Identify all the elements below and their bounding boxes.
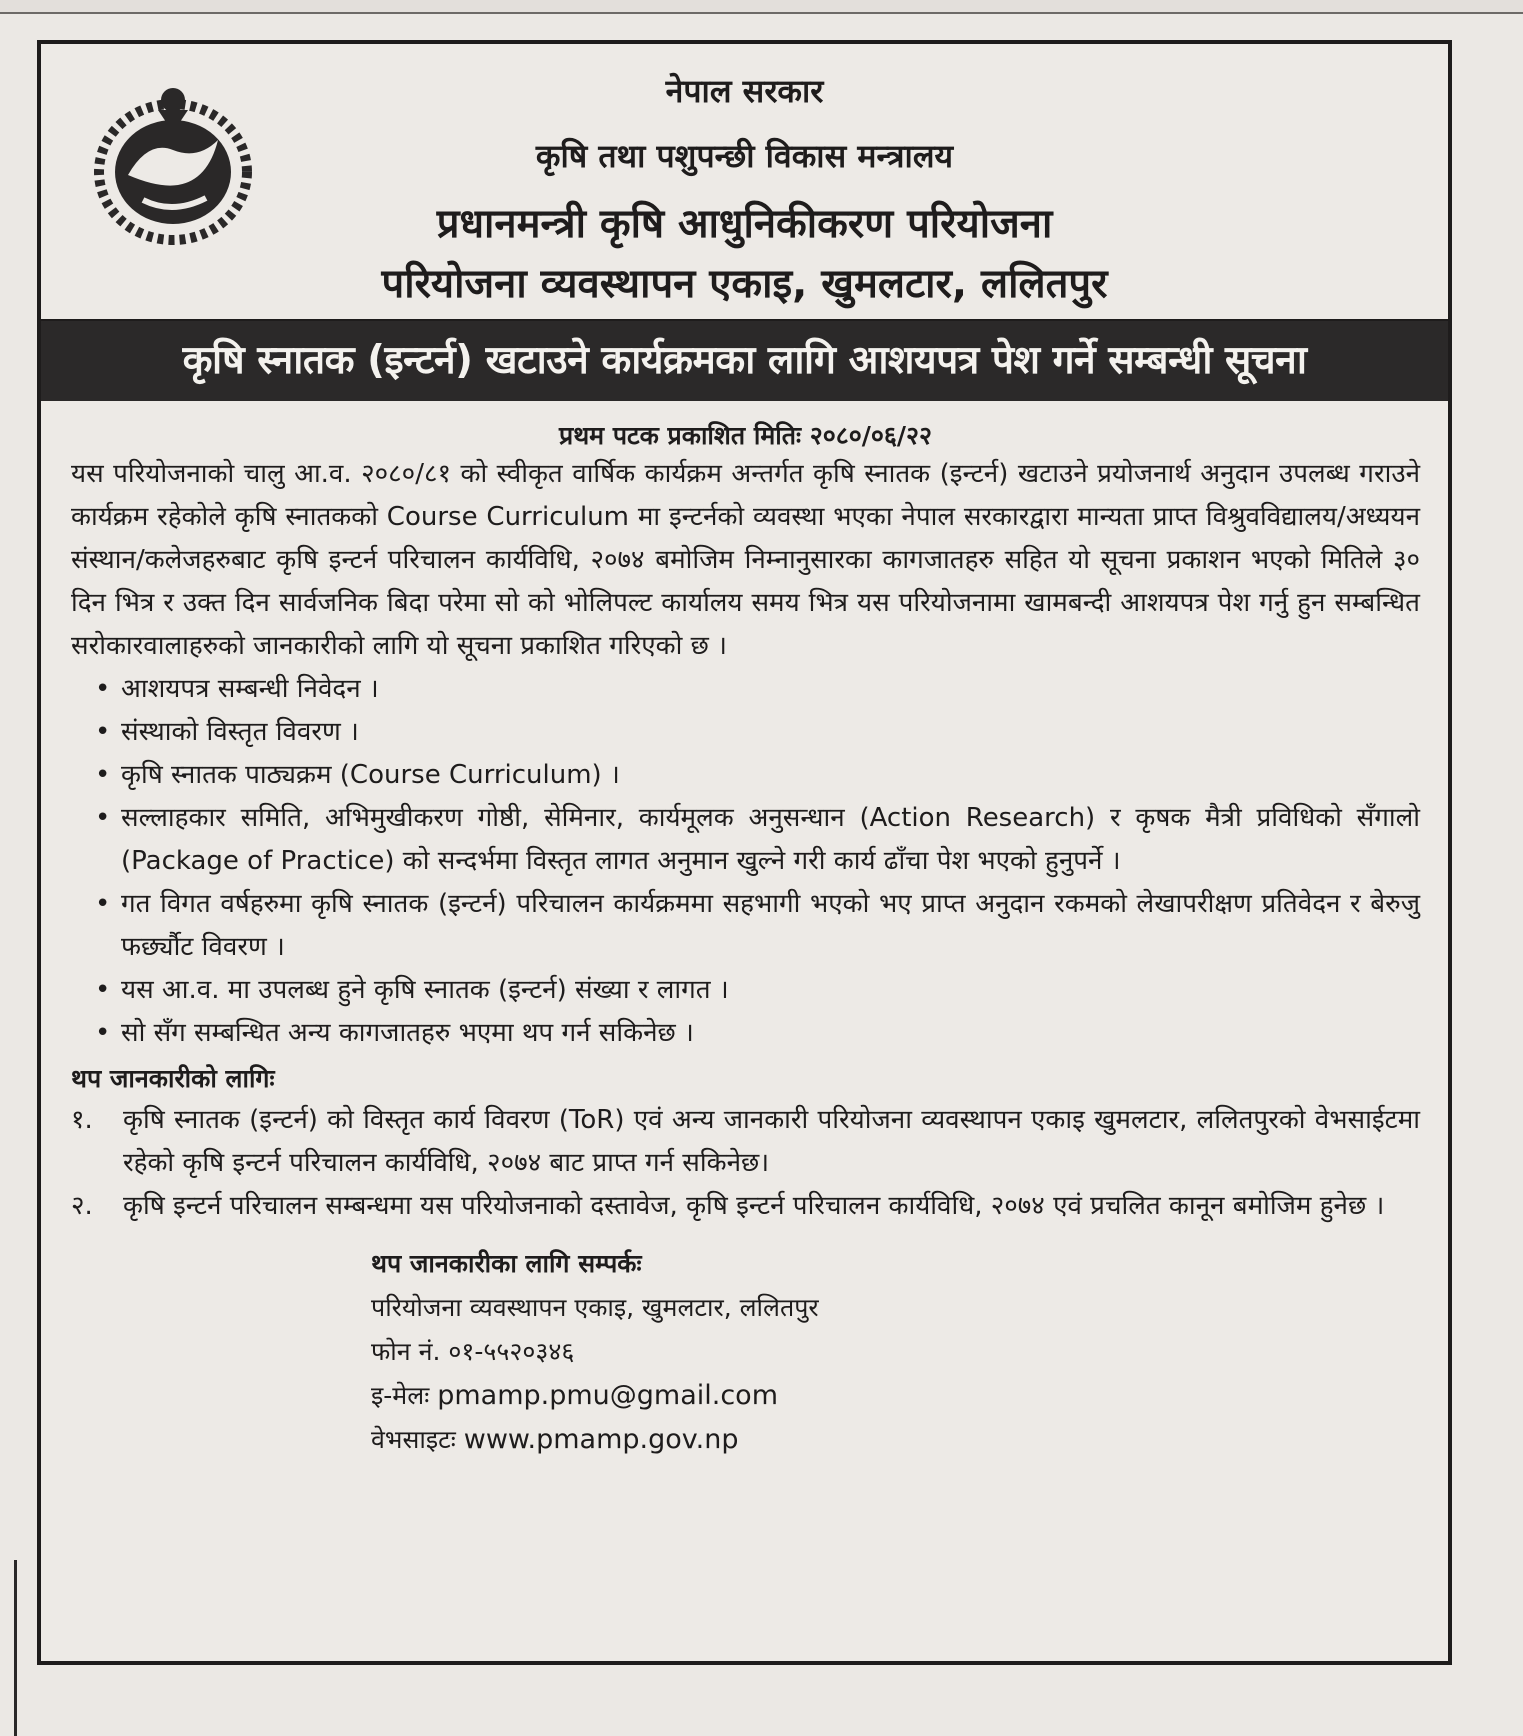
bullet-icon: • <box>95 717 111 747</box>
list-item-text: सल्लाहकार समिति, अभिमुखीकरण गोष्ठी, सेमिनार, कार्यमूलक अनुसन्धान (Action Research) र कृषक मैत्री प्रविधिको सँगालो (Package of Practice) को सन्दर्भमा विस्तृत लागत अनुमान खुल्ने गरी कार्य ढाँचा पेश भएको हुनुपर्ने । <box>121 803 1420 876</box>
list-item <box>71 1185 1420 1228</box>
office-name: परियोजना व्यवस्थापन एकाइ, खुमलटार, ललितपुर <box>381 261 1108 307</box>
more-info-list <box>71 1099 1420 1228</box>
bullet-icon: • <box>95 975 111 1005</box>
contact-email-line <box>371 1374 1420 1418</box>
email-link[interactable]: pmamp.pmu@gmail.com <box>437 1380 778 1411</box>
contact-title: थप जानकारीका लागि सम्पर्कः <box>371 1249 642 1278</box>
list-item-text: गत विगत वर्षहरुमा कृषि स्नातक (इन्टर्न) परिचालन कार्यक्रममा सहभागी भएको भए प्राप्त अनुदान रकमको लेखापरीक्षण प्रतिवेदन र बेरुजु फर्छ्यौट विवरण । <box>121 889 1420 962</box>
contact-office: परियोजना व्यवस्थापन एकाइ, खुमलटार, ललितपुर <box>371 1293 819 1322</box>
item-number: २. <box>71 1191 93 1221</box>
email-label: इ-मेलः <box>371 1381 430 1410</box>
contact-phone-line <box>371 1330 1420 1374</box>
list-item <box>81 883 1420 969</box>
list-item-text: सो सँग सम्बन्धित अन्य कागजातहरु भएमा थप गर्न सकिनेछ । <box>121 1018 694 1048</box>
contact-block <box>371 1242 1420 1462</box>
list-item <box>81 754 1420 797</box>
bullet-icon: • <box>95 1018 111 1048</box>
list-item-text: यस आ.व. मा उपलब्ध हुने कृषि स्नातक (इन्टर्न) संख्या र लागत । <box>121 975 729 1005</box>
contact-website-line <box>371 1418 1420 1462</box>
bullet-icon: • <box>95 674 111 704</box>
notice-body <box>41 419 1448 1462</box>
public-notice <box>37 40 1452 1665</box>
newspaper-left-edge <box>0 1560 17 1736</box>
website-link[interactable]: www.pmamp.gov.np <box>463 1424 739 1455</box>
ministry-name: कृषि तथा पशुपन्छी विकास मन्त्रालय <box>535 137 954 175</box>
website-label: वेभसाइटः <box>371 1425 456 1454</box>
project-name: प्रधानमन्त्री कृषि आधुनिकीकरण परियोजना <box>436 201 1053 247</box>
phone-label: फोन नं. <box>371 1337 441 1366</box>
list-item <box>81 668 1420 711</box>
newspaper-top-edge <box>0 0 1523 14</box>
list-item <box>81 797 1420 883</box>
notice-title-banner: कृषि स्नातक (इन्टर्न) खटाउने कार्यक्रमका लागि आशयपत्र पेश गर्ने सम्बन्धी सूचना <box>41 321 1448 401</box>
list-item <box>81 969 1420 1012</box>
government-name: नेपाल सरकार <box>665 72 824 110</box>
list-item-text: कृषि स्नातक (इन्टर्न) को विस्तृत कार्य विवरण (ToR) एवं अन्य जानकारी परियोजना व्यवस्थापन एकाइ खुमलटार, ललितपुरको वेभसाईटमा रहेको कृषि इन्टर्न परिचालन कार्यविधि, २०७४ बाट प्राप्त गर्न सकिनेछ। <box>123 1105 1420 1178</box>
list-item-text: कृषि स्नातक पाठ्यक्रम (Course Curriculum) । <box>121 760 620 790</box>
required-documents-list <box>71 668 1420 1055</box>
more-info-title: थप जानकारीको लागिः <box>71 1064 275 1093</box>
list-item-text: कृषि इन्टर्न परिचालन सम्बन्धमा यस परियोजनाको दस्तावेज, कृषि इन्टर्न परिचालन कार्यविधि, २०७४ एवं प्रचलित कानून बमोजिम हुनेछ । <box>123 1191 1385 1221</box>
list-item <box>71 1099 1420 1185</box>
list-item <box>81 1012 1420 1055</box>
list-item <box>81 711 1420 754</box>
list-item-text: आशयपत्र सम्बन्धी निवेदन । <box>121 674 379 704</box>
phone-number: ०१-५५२०३४६ <box>448 1337 575 1366</box>
bullet-icon: • <box>95 760 111 790</box>
bullet-icon: • <box>95 889 111 919</box>
publication-date: प्रथम पटक प्रकाशित मितिः २०८०/०६/२२ <box>558 421 933 450</box>
bullet-icon: • <box>95 803 111 833</box>
item-number: १. <box>71 1105 93 1135</box>
notice-header <box>41 44 1448 321</box>
intro-paragraph: यस परियोजनाको चालु आ.व. २०८०/८१ को स्वीकृत वार्षिक कार्यक्रम अन्तर्गत कृषि स्नातक (इन्टर्न) खटाउने प्रयोजनार्थ अनुदान उपलब्ध गराउने कार्यक्रम रहेकोले कृषि स्नातकको Course Curriculum मा इन्टर्नको व्यवस्था भएका नेपाल सरकारद्वारा मान्यता प्राप्त विश्रुवविद्यालय/अध्ययन संस्थान/कलेजहरुबाट कृषि इन्टर्न परिचालन कार्यविधि, २०७४ बमोजिम निम्नानुसारका कागजातहरु सहित यो सूचना प्रकाशन भएको मितिले ३० दिन भित्र र उक्त दिन सार्वजनिक बिदा परेमा सो को भोलिपल्ट कार्यालय समय भित्र यस परियोजनामा खामबन्दी आशयपत्र पेश गर्नु हुन सम्बन्धित सरोकारवालाहरुको जानकारीको लागि यो सूचना प्रकाशित गरिएको छ । <box>71 459 1420 661</box>
list-item-text: संस्थाको विस्तृत विवरण । <box>121 717 359 747</box>
